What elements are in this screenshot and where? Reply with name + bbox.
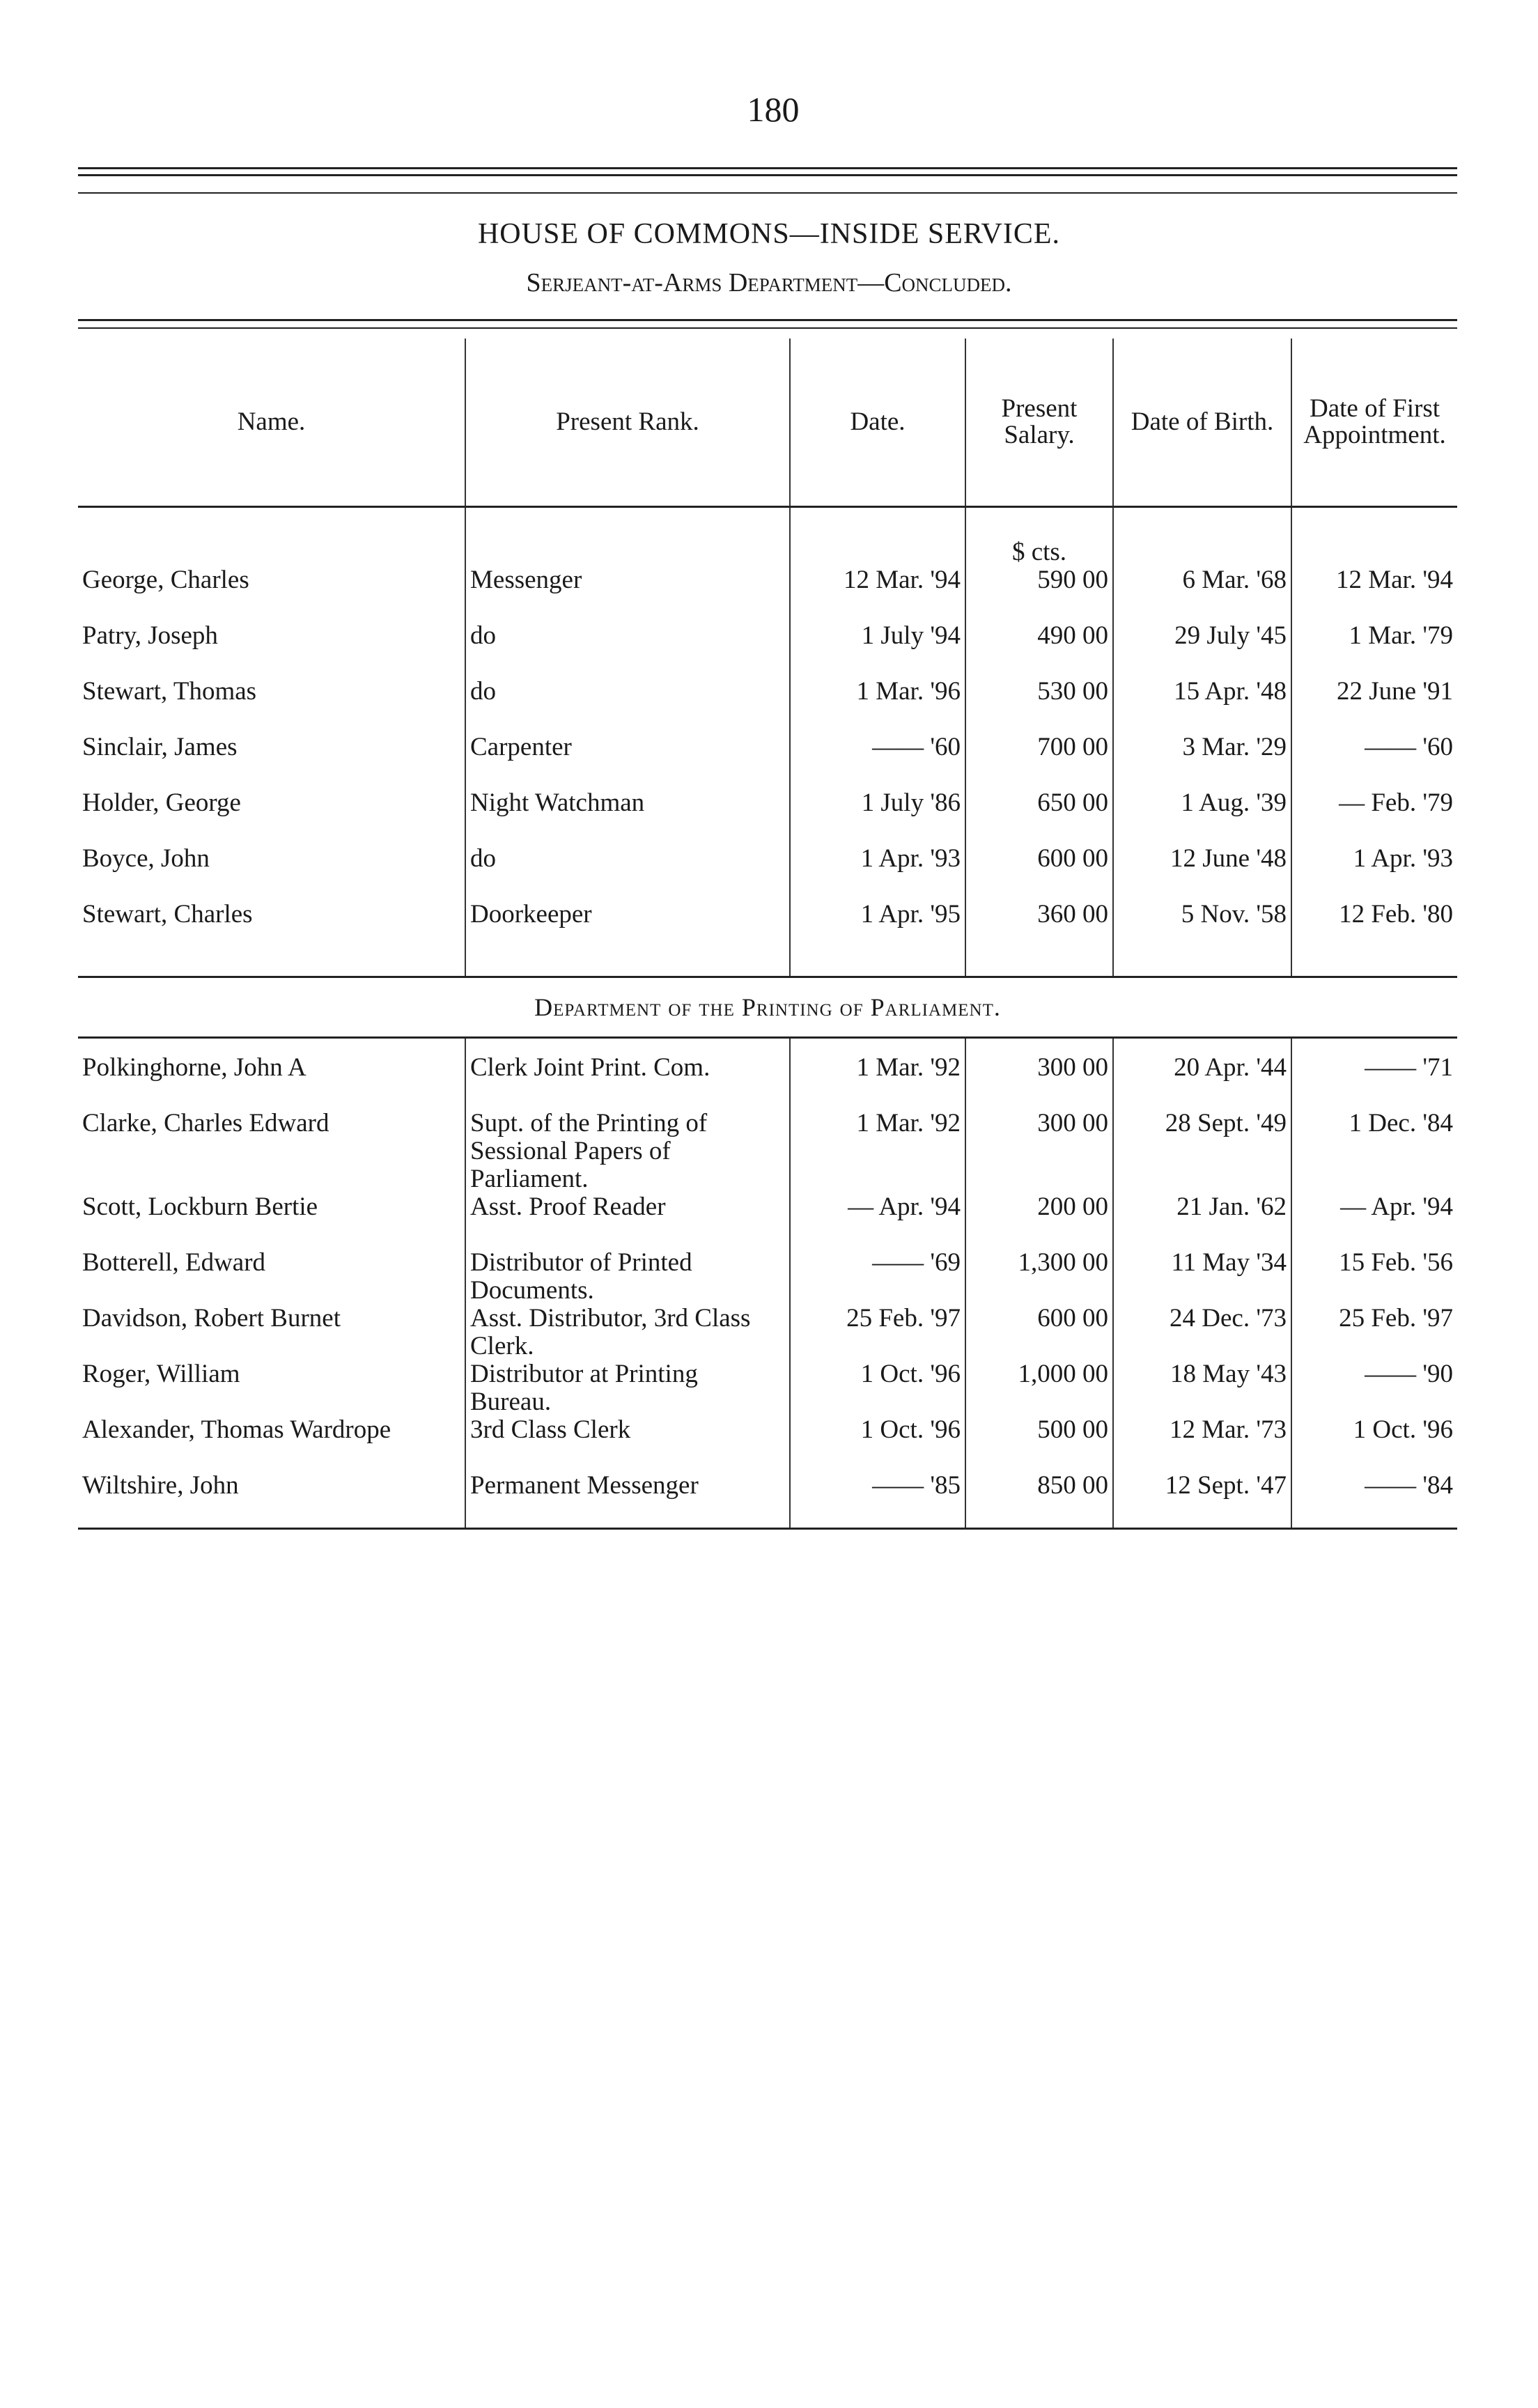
first-appointment-date: 22 June '91 [1291, 678, 1457, 733]
rank-date: 12 Mar. '94 [790, 566, 965, 622]
first-appointment-date: —— '60 [1291, 733, 1457, 789]
table-row [78, 1054, 1457, 1110]
staff-name: Stewart, Charles [82, 901, 253, 929]
staff-rank: Permanent Messenger [465, 1472, 790, 1529]
birth-date: 12 Sept. '47 [1113, 1472, 1291, 1529]
staff-rank: Messenger [465, 566, 790, 622]
salary: 530 00 [965, 678, 1113, 733]
salary: 500 00 [965, 1416, 1113, 1472]
salary: 490 00 [965, 622, 1113, 678]
salary: 1,000 00 [965, 1360, 1113, 1416]
staff-name: Boyce, John [82, 845, 210, 873]
table-row [78, 1249, 1457, 1305]
staff-rank: do [465, 622, 790, 678]
printing-section-title: Department of the Printing of Parliament. [78, 977, 1457, 1038]
birth-date: 20 Apr. '44 [1113, 1054, 1291, 1110]
table-row [78, 1110, 1457, 1193]
birth-date: 11 May '34 [1113, 1249, 1291, 1305]
first-appointment-date: 1 Mar. '79 [1291, 622, 1457, 678]
spacer-row [78, 1038, 1457, 1055]
salary: 850 00 [965, 1472, 1113, 1529]
table-row [78, 678, 1457, 733]
first-appointment-date: 25 Feb. '97 [1291, 1305, 1457, 1360]
salary: 600 00 [965, 845, 1113, 901]
rank-date: 1 July '94 [790, 622, 965, 678]
salary: 300 00 [965, 1054, 1113, 1110]
rank-date: 1 July '86 [790, 789, 965, 845]
first-appointment-date: 1 Dec. '84 [1291, 1110, 1457, 1193]
first-appointment-date: 1 Oct. '96 [1291, 1416, 1457, 1472]
table-row [78, 1360, 1457, 1416]
currency-units: $ cts. [965, 507, 1113, 567]
table-row [78, 901, 1457, 956]
birth-date: 12 Mar. '73 [1113, 1416, 1291, 1472]
rank-date: 1 Mar. '96 [790, 678, 965, 733]
staff-name: Sinclair, James [82, 733, 238, 761]
staff-name: Scott, Lockburn Bertie [82, 1193, 318, 1221]
column-header-name: Name. [78, 339, 465, 507]
salary: 700 00 [965, 733, 1113, 789]
table-row [78, 1416, 1457, 1472]
table-row [78, 566, 1457, 622]
rank-date: —— '85 [790, 1472, 965, 1529]
column-header-rank: Present Rank. [465, 339, 790, 507]
staff-rank: do [465, 678, 790, 733]
staff-rank: Clerk Joint Print. Com. [465, 1054, 790, 1110]
birth-date: 21 Jan. '62 [1113, 1193, 1291, 1249]
staff-name: Holder, George [82, 789, 241, 817]
table-row [78, 622, 1457, 678]
staff-name: Patry, Joseph [82, 622, 218, 650]
table-row [78, 845, 1457, 901]
staff-name: Polkinghorne, John A [82, 1054, 306, 1082]
table-header-row [78, 339, 1457, 507]
staff-rank: 3rd Class Clerk [465, 1416, 790, 1472]
staff-rank: Distributor of Printed Documents. [465, 1249, 790, 1305]
page-title: HOUSE OF COMMONS—INSIDE SERVICE. [477, 218, 1061, 250]
table-top-rule-thin [78, 327, 1457, 329]
table-row [78, 733, 1457, 789]
column-header-date: Date. [790, 339, 965, 507]
table-row [78, 789, 1457, 845]
salary: 650 00 [965, 789, 1113, 845]
birth-date: 24 Dec. '73 [1113, 1305, 1291, 1360]
salary: 1,300 00 [965, 1249, 1113, 1305]
staff-name: Alexander, Thomas Wardrope [82, 1416, 391, 1444]
header-rule-top [78, 167, 1457, 169]
column-header-birth: Date of Birth. [1113, 339, 1291, 507]
first-appointment-date: —— '71 [1291, 1054, 1457, 1110]
rank-date: — Apr. '94 [790, 1193, 965, 1249]
table-top-rule [78, 319, 1457, 321]
rank-date: —— '69 [790, 1249, 965, 1305]
column-header-salary: Present Salary. [965, 339, 1113, 507]
section-heading-row [78, 977, 1457, 1038]
rank-date: 1 Apr. '93 [790, 845, 965, 901]
birth-date: 15 Apr. '48 [1113, 678, 1291, 733]
staff-rank: Carpenter [465, 733, 790, 789]
page-subtitle: Serjeant-at-Arms Department—Concluded. [526, 268, 1012, 297]
column-header-first-appointment: Date of First Appointment. [1291, 339, 1457, 507]
header-rule-bottom [78, 174, 1457, 176]
staff-rank: do [465, 845, 790, 901]
staff-name: Wiltshire, John [78, 1472, 465, 1529]
birth-date: 18 May '43 [1113, 1360, 1291, 1416]
first-appointment-date: —— '90 [1291, 1360, 1457, 1416]
staff-name: George, Charles [82, 566, 249, 594]
page-number: 180 [747, 90, 800, 129]
salary: 600 00 [965, 1305, 1113, 1360]
salary: 360 00 [965, 901, 1113, 956]
rank-date: 25 Feb. '97 [790, 1305, 965, 1360]
rank-date: 1 Oct. '96 [790, 1416, 965, 1472]
staff-name: Davidson, Robert Burnet [82, 1305, 341, 1333]
rank-date: 1 Oct. '96 [790, 1360, 965, 1416]
rank-date: —— '60 [790, 733, 965, 789]
rank-date: 1 Mar. '92 [790, 1054, 965, 1110]
birth-date: 1 Aug. '39 [1113, 789, 1291, 845]
first-appointment-date: 12 Feb. '80 [1291, 901, 1457, 956]
birth-date: 12 June '48 [1113, 845, 1291, 901]
first-appointment-date: 12 Mar. '94 [1291, 566, 1457, 622]
first-appointment-date: 1 Apr. '93 [1291, 845, 1457, 901]
rank-date: 1 Apr. '95 [790, 901, 965, 956]
staff-rank: Night Watchman [465, 789, 790, 845]
birth-date: 6 Mar. '68 [1113, 566, 1291, 622]
units-row [78, 507, 1457, 567]
staff-rank: Supt. of the Printing of Sessional Papers of Parliament. [465, 1110, 790, 1193]
first-appointment-date: 15 Feb. '56 [1291, 1249, 1457, 1305]
staff-table [78, 339, 1457, 1530]
birth-date: 28 Sept. '49 [1113, 1110, 1291, 1193]
salary: 200 00 [965, 1193, 1113, 1249]
birth-date: 5 Nov. '58 [1113, 901, 1291, 956]
table-row [78, 1472, 1457, 1529]
first-appointment-date: —— '84 [1291, 1472, 1457, 1529]
rank-date: 1 Mar. '92 [790, 1110, 965, 1193]
staff-name: Clarke, Charles Edward [82, 1110, 329, 1137]
birth-date: 29 July '45 [1113, 622, 1291, 678]
table-row [78, 1193, 1457, 1249]
header-rule-thin [78, 192, 1457, 194]
birth-date: 3 Mar. '29 [1113, 733, 1291, 789]
spacer-row [78, 956, 1457, 977]
staff-rank: Distributor at Printing Bureau. [465, 1360, 790, 1416]
staff-rank: Asst. Distributor, 3rd Class Clerk. [465, 1305, 790, 1360]
staff-name: Roger, William [82, 1360, 240, 1388]
staff-rank: Doorkeeper [465, 901, 790, 956]
staff-name: Stewart, Thomas [82, 678, 257, 706]
staff-rank: Asst. Proof Reader [465, 1193, 790, 1249]
table-row [78, 1305, 1457, 1360]
salary: 590 00 [965, 566, 1113, 622]
first-appointment-date: — Apr. '94 [1291, 1193, 1457, 1249]
staff-name: Botterell, Edward [82, 1249, 266, 1277]
first-appointment-date: — Feb. '79 [1291, 789, 1457, 845]
salary: 300 00 [965, 1110, 1113, 1193]
